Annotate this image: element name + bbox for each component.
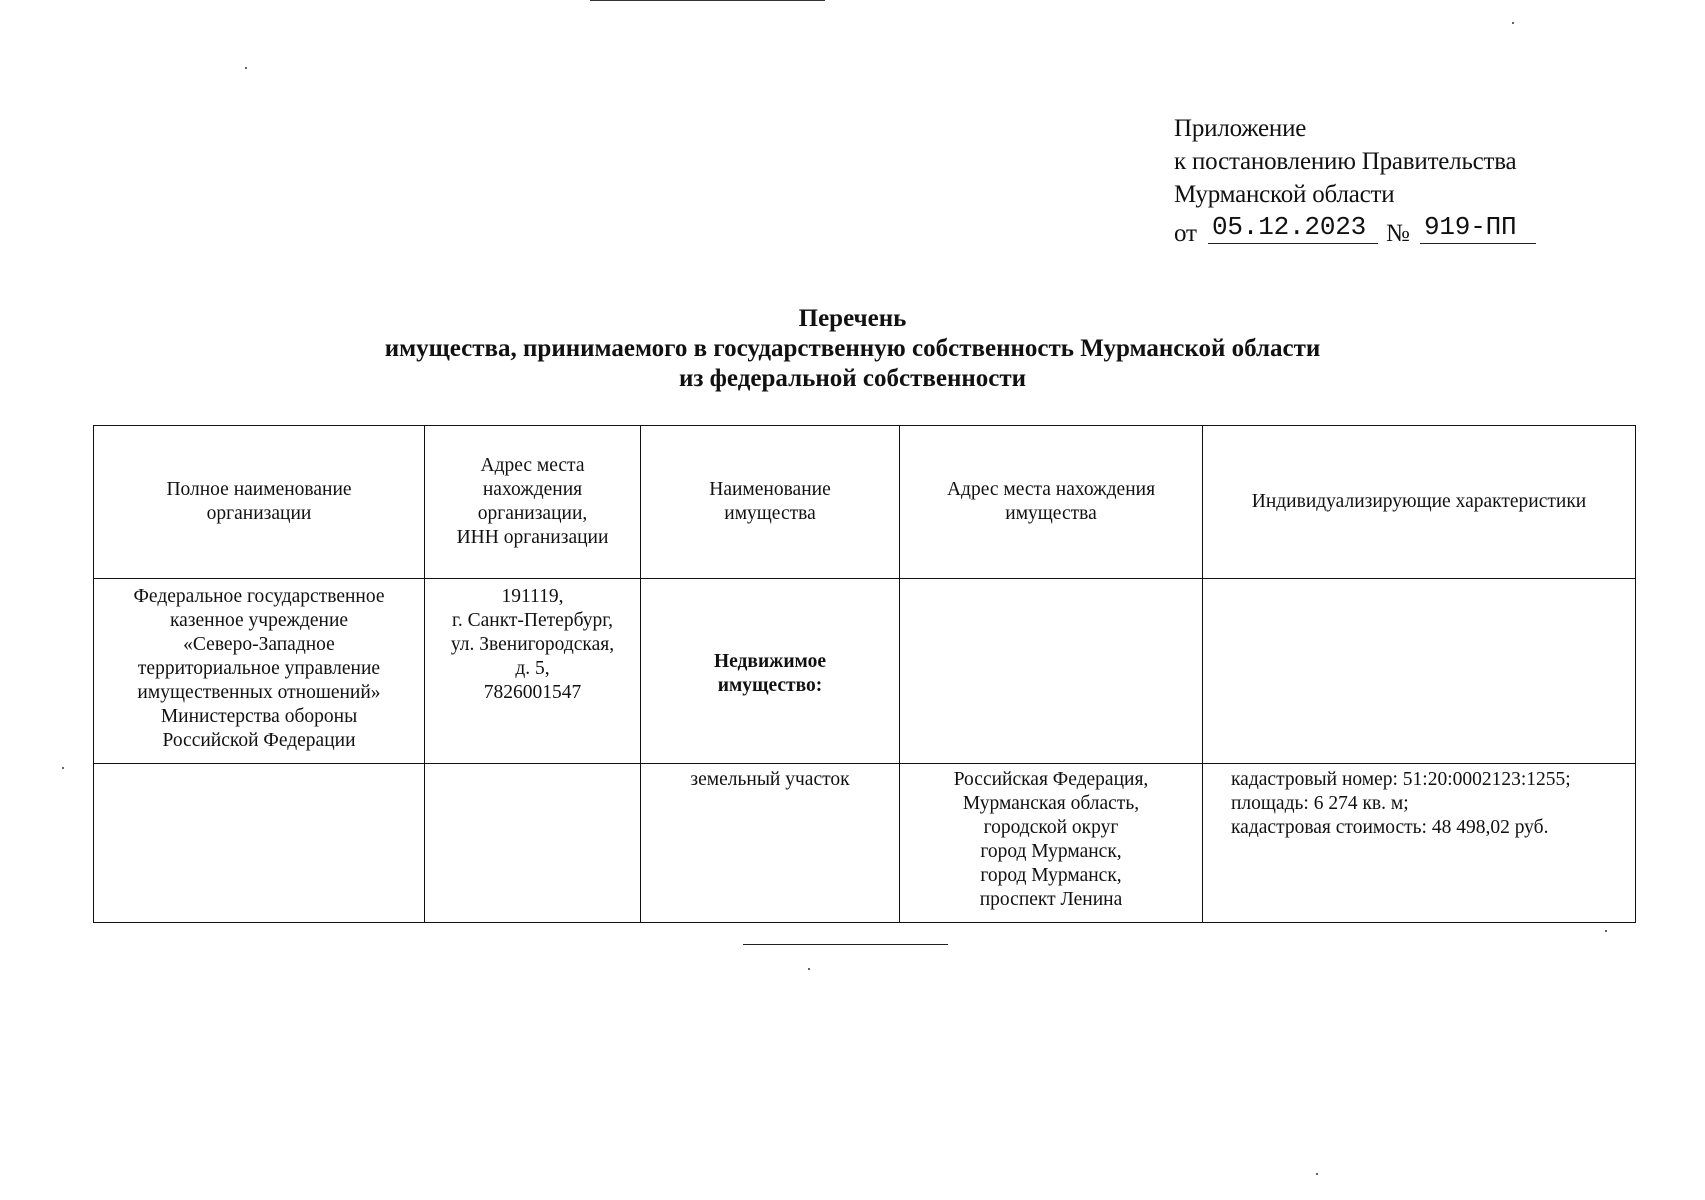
number-sign: №: [1386, 220, 1410, 247]
annex-header: [1174, 112, 1516, 251]
cell-property-address: Российская Федерация, Мурманская область, городской округ город Мурманск, город Мурманск, проспект Ленина: [900, 764, 1203, 923]
annex-label: Приложение: [1174, 115, 1307, 142]
cell-property-group: Недвижимое имущество:: [641, 579, 900, 764]
decree-date: 05.12.2023: [1208, 211, 1378, 244]
header-property-address: Адрес места нахождения имущества: [900, 426, 1203, 579]
title-line-2: имущества, принимаемого в государственную собственность Мурманской области: [384, 335, 1321, 362]
scan-speck: [1316, 1173, 1318, 1175]
table-row: [94, 579, 1636, 764]
header-org-name: Полное наименование организации: [94, 426, 425, 579]
table-header-row: [94, 426, 1636, 579]
top-edge-rule: [590, 0, 825, 1]
scan-speck: [1512, 22, 1514, 24]
annex-decree-ref: к постановлению Правительства: [1174, 148, 1517, 175]
scan-speck: [62, 767, 64, 769]
title-line-1: Перечень: [798, 305, 907, 332]
decree-number: 919-ПП: [1420, 211, 1536, 244]
cell-empty: [425, 764, 641, 923]
scan-speck: [245, 67, 247, 69]
property-table: [93, 425, 1636, 923]
cell-empty: [1203, 579, 1636, 764]
cell-property-name: земельный участок: [641, 764, 900, 923]
header-org-address: Адрес места нахождения организации, ИНН организации: [425, 426, 641, 579]
closing-rule: [743, 944, 948, 945]
date-prefix: от: [1174, 220, 1197, 247]
annex-region: Мурманской области: [1174, 181, 1395, 208]
title-line-3: из федеральной собственности: [678, 365, 1027, 392]
cell-org-address: 191119, г. Санкт-Петербург, ул. Звенигородская, д. 5, 7826001547: [425, 579, 641, 764]
cell-empty: [94, 764, 425, 923]
document-title: [0, 304, 1705, 394]
scan-speck: [1605, 930, 1607, 932]
table-row: [94, 764, 1636, 923]
cell-org-name: Федеральное государственное казенное учреждение «Северо-Западное территориальное управление имущественных отношений» Министерства обороны Российской Федерации: [94, 579, 425, 764]
annex-date-number-line: [1174, 211, 1516, 251]
header-property-name: Наименование имущества: [641, 426, 900, 579]
cell-empty: [900, 579, 1203, 764]
scan-speck: [808, 968, 810, 970]
cell-characteristics: кадастровый номер: 51:20:0002123:1255; площадь: 6 274 кв. м; кадастровая стоимость: 48 498,02 руб.: [1203, 764, 1636, 923]
header-characteristics: Индивидуализирующие характеристики: [1203, 426, 1636, 579]
